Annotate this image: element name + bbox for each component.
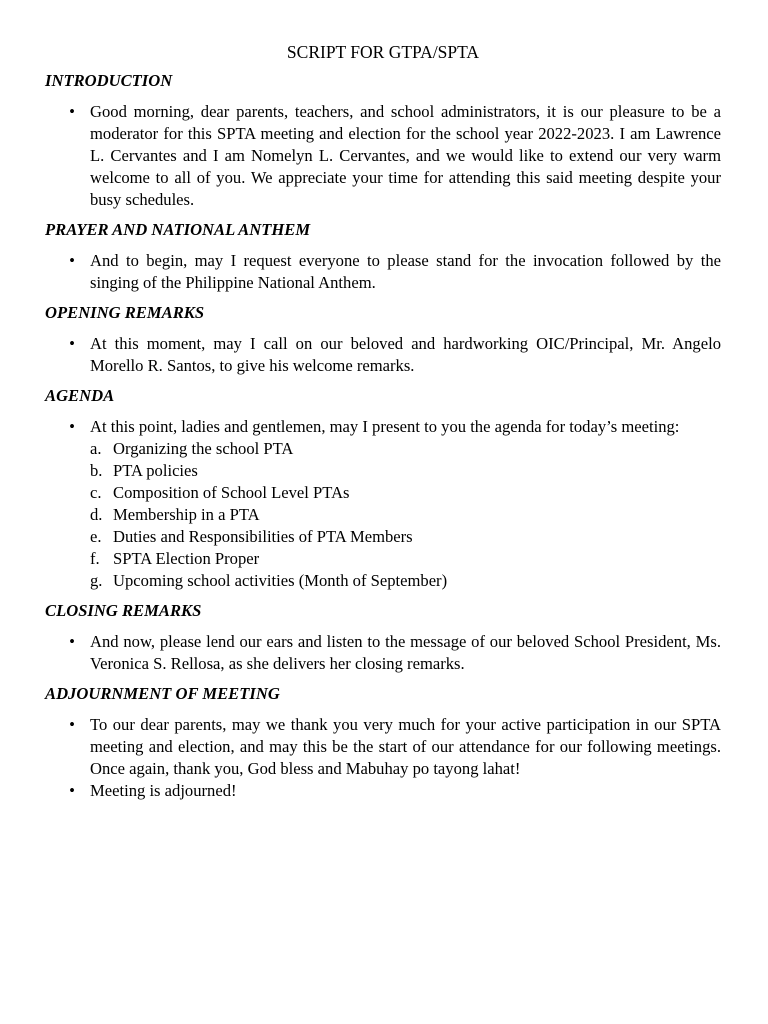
agenda-item-letter: e.: [90, 527, 102, 546]
agenda-item-text: Upcoming school activities (Month of September): [113, 571, 448, 590]
bullet-icon: •: [69, 632, 75, 651]
bullet-list: [45, 250, 721, 294]
bullet-list: [45, 714, 721, 802]
agenda-item-letter: c.: [90, 483, 102, 502]
section-heading: PRAYER AND NATIONAL ANTHEM: [45, 220, 311, 239]
agenda-item: [90, 570, 721, 592]
agenda-item-letter: b.: [90, 461, 103, 480]
bullet-icon: •: [69, 715, 75, 734]
paragraph-text: Good morning, dear parents, teachers, and school administrators, it is our pleasure to be a moderator for this SPTA meeting and election for the school year 2022-2023. I am Lawrence L. Cervantes and I am Nomelyn L. Cervantes, and we would like to extend our very warm welcome to all of you. We appreciate your time for attending this said meeting despite your busy schedules.: [90, 102, 721, 209]
agenda-item: [90, 438, 721, 460]
agenda-item-letter: d.: [90, 505, 103, 524]
section-heading: INTRODUCTION: [45, 71, 173, 90]
agenda-item-text: Composition of School Level PTAs: [113, 483, 350, 502]
bullet-list: [45, 416, 721, 592]
agenda-item-text: Organizing the school PTA: [113, 439, 294, 458]
agenda-item-text: Membership in a PTA: [113, 505, 260, 524]
section-agenda: [45, 385, 721, 592]
bullet-paragraph: [45, 631, 721, 675]
agenda-item: [90, 460, 721, 482]
bullet-icon: •: [69, 102, 75, 121]
bullet-paragraph: [45, 416, 721, 592]
agenda-item-text: SPTA Election Proper: [113, 549, 260, 568]
paragraph-text: And now, please lend our ears and listen to the message of our beloved School President, Ms. Veronica S. Rellosa, as she delivers her closing remarks.: [90, 632, 721, 673]
bullet-icon: •: [69, 334, 75, 353]
agenda-item-text: Duties and Responsibilities of PTA Members: [113, 527, 413, 546]
section-opening-remarks: [45, 302, 721, 377]
agenda-item-text: PTA policies: [113, 461, 198, 480]
bullet-paragraph: [45, 250, 721, 294]
agenda-list: [90, 438, 721, 592]
agenda-item: [90, 504, 721, 526]
bullet-icon: •: [69, 251, 75, 270]
bullet-paragraph: [45, 714, 721, 780]
agenda-item-letter: f.: [90, 549, 100, 568]
agenda-item: [90, 548, 721, 570]
section-heading: AGENDA: [45, 386, 115, 405]
paragraph-text: And to begin, may I request everyone to please stand for the invocation followed by the singing of the Philippine National Anthem.: [90, 251, 721, 292]
section-adjournment-of-meeting: [45, 683, 721, 802]
section-heading: CLOSING REMARKS: [45, 601, 202, 620]
agenda-item: [90, 482, 721, 504]
paragraph-text: Meeting is adjourned!: [90, 781, 237, 800]
paragraph-text: At this point, ladies and gentlemen, may I present to you the agenda for today’s meeting:: [90, 417, 680, 436]
paragraph-text: To our dear parents, may we thank you very much for your active participation in our SPTA meeting and election, and may this be the start of our attendance for our following meetings. Once again, thank you, God bless and Mabuhay po tayong lahat!: [90, 715, 721, 778]
agenda-item-letter: a.: [90, 439, 102, 458]
bullet-list: [45, 333, 721, 377]
document-title: SCRIPT FOR GTPA/SPTA: [286, 42, 480, 62]
agenda-item: [90, 526, 721, 548]
bullet-paragraph: [45, 333, 721, 377]
section-heading: ADJOURNMENT OF MEETING: [45, 684, 280, 703]
agenda-item-letter: g.: [90, 571, 103, 590]
section-prayer-and-national-anthem: [45, 219, 721, 294]
section-heading: OPENING REMARKS: [45, 303, 205, 322]
bullet-paragraph: [45, 101, 721, 211]
bullet-paragraph: [45, 780, 721, 802]
section-introduction: [45, 70, 721, 211]
bullet-list: [45, 101, 721, 211]
bullet-list: [45, 631, 721, 675]
paragraph-text: At this moment, may I call on our beloved and hardworking OIC/Principal, Mr. Angelo Morello R. Santos, to give his welcome remarks.: [90, 334, 721, 375]
bullet-icon: •: [69, 781, 75, 800]
section-closing-remarks: [45, 600, 721, 675]
bullet-icon: •: [69, 417, 75, 436]
